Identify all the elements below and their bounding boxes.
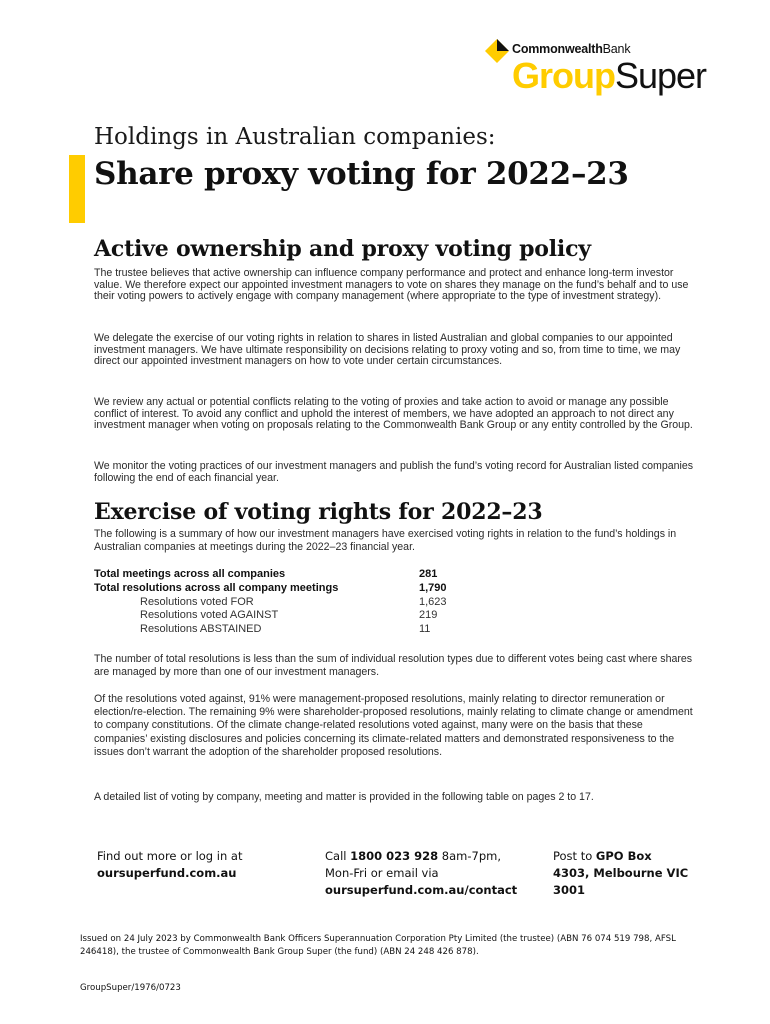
diamond-logo-icon bbox=[484, 38, 510, 64]
section-heading-voting: Exercise of voting rights for 2022–23 bbox=[94, 499, 543, 525]
section-heading-policy: Active ownership and proxy voting policy bbox=[94, 236, 591, 262]
stat-value: 219 bbox=[419, 609, 438, 622]
title-accent-bar bbox=[69, 155, 85, 223]
phone-number[interactable]: 1800 023 928 bbox=[350, 849, 439, 863]
logo-bank-light: Bank bbox=[602, 42, 631, 56]
post-address-line: 4303, Melbourne VIC bbox=[553, 866, 689, 880]
document-code: GroupSuper/1976/0723 bbox=[80, 983, 181, 993]
policy-paragraph: We monitor the voting practices of our investment managers and publish the fund’s voting record for Australian listed companies following the end of each financial year. bbox=[94, 460, 694, 484]
policy-paragraph: We delegate the exercise of our voting rights in relation to shares in listed Australian and global companies to our appointed investment managers. We have ultimate responsibility on decisions relating to proxy voting and so, from time to time, we may direct our appointed investment managers on how to vote under certain circumstances. bbox=[94, 332, 681, 368]
post-address-line: GPO Box bbox=[595, 849, 652, 863]
stat-row bbox=[94, 596, 514, 610]
policy-paragraph: The trustee believes that active ownership can influence company performance and protect and enhance long-term investor value. We therefore expect our appointed investment managers to vote on shares they manage on the fund’s behalf and to use their voting powers to actively engage with company management (where appropriate to the type of investment strategy). bbox=[94, 267, 689, 303]
logo-product-light: Super bbox=[614, 55, 707, 96]
contact-link[interactable]: oursuperfund.com.au/contact bbox=[325, 883, 518, 897]
stat-row bbox=[94, 609, 514, 623]
contact-phone bbox=[325, 848, 517, 899]
voting-intro: The following is a summary of how our investment managers have exercised voting rights in relation to the fund’s holdings in Australian companies at meetings during the 2022–23 financial year. bbox=[94, 528, 677, 554]
page-subtitle: Holdings in Australian companies: bbox=[94, 124, 496, 150]
stat-value: 1,790 bbox=[419, 581, 447, 594]
page-title: Share proxy voting for 2022–23 bbox=[94, 156, 629, 192]
stat-row bbox=[94, 582, 514, 596]
issuer-statement: Issued on 24 July 2023 by Commonwealth Bank Officers Superannuation Corporation Pty Limited (the trustee) (ABN 76 074 519 798, AFSL 246418), the trustee of Commonwealth Bank Group Super (the fund) (ABN 24 248 426 878). bbox=[80, 934, 676, 957]
post-address-line: 3001 bbox=[553, 883, 586, 897]
voting-paragraph: The number of total resolutions is less than the sum of individual resolution types due to different votes being cast where shares are managed by more than one of our investment managers. bbox=[94, 653, 693, 679]
voting-paragraph: Of the resolutions voted against, 91% were management-proposed resolutions, mainly relating to director remuneration or election/re-election. The remaining 9% were shareholder-proposed resolutions, mainly relating to climate change or amendment to company constitutions. Of the climate change-related resolutions voted against, many were on the basis that these companies’ existing disclosures and policies concerning its climate-related matters and demonstrated responsiveness to the issues don’t warrant the adoption of the shareholder proposed resolutions. bbox=[94, 693, 693, 758]
contact-post bbox=[553, 848, 688, 899]
stat-value: 11 bbox=[419, 623, 431, 636]
logo-product-bold: Group bbox=[512, 55, 615, 96]
post-prefix: Post to bbox=[553, 849, 596, 863]
stat-label: Resolutions voted FOR bbox=[140, 595, 254, 608]
stat-label: Total resolutions across all company meetings bbox=[94, 581, 339, 594]
stat-label: Resolutions ABSTAINED bbox=[140, 623, 262, 636]
stat-label: Total meetings across all companies bbox=[94, 568, 286, 580]
stat-label: Resolutions voted AGAINST bbox=[140, 609, 279, 622]
call-prefix: Call bbox=[325, 849, 351, 863]
stat-row bbox=[94, 568, 514, 582]
voting-stats-table bbox=[94, 568, 514, 637]
stat-row bbox=[94, 623, 514, 637]
contact-online-text: Find out more or log in at bbox=[97, 849, 243, 863]
logo-bank-name bbox=[512, 42, 630, 56]
stat-value: 1,623 bbox=[419, 595, 447, 608]
email-text: Mon-Fri or email via bbox=[325, 866, 439, 880]
contact-online bbox=[97, 848, 242, 882]
website-link[interactable]: oursuperfund.com.au bbox=[97, 866, 237, 880]
logo-bank-bold: Commonwealth bbox=[512, 42, 603, 56]
call-hours: 8am-7pm, bbox=[438, 849, 502, 863]
stat-value: 281 bbox=[419, 568, 438, 580]
policy-paragraph: We review any actual or potential conflicts relating to the voting of proxies and take action to avoid or manage any possible conflict of interest. To avoid any conflict and uphold the interest of members, we have adopted an approach to not direct any investment manager when voting on proposals relating to the Commonwealth Bank Group or any entity controlled by the Group. bbox=[94, 396, 693, 432]
voting-paragraph: A detailed list of voting by company, meeting and matter is provided in the following table on pages 2 to 17. bbox=[94, 791, 594, 803]
logo-product-name bbox=[512, 56, 706, 96]
group-super-logo bbox=[484, 38, 724, 100]
